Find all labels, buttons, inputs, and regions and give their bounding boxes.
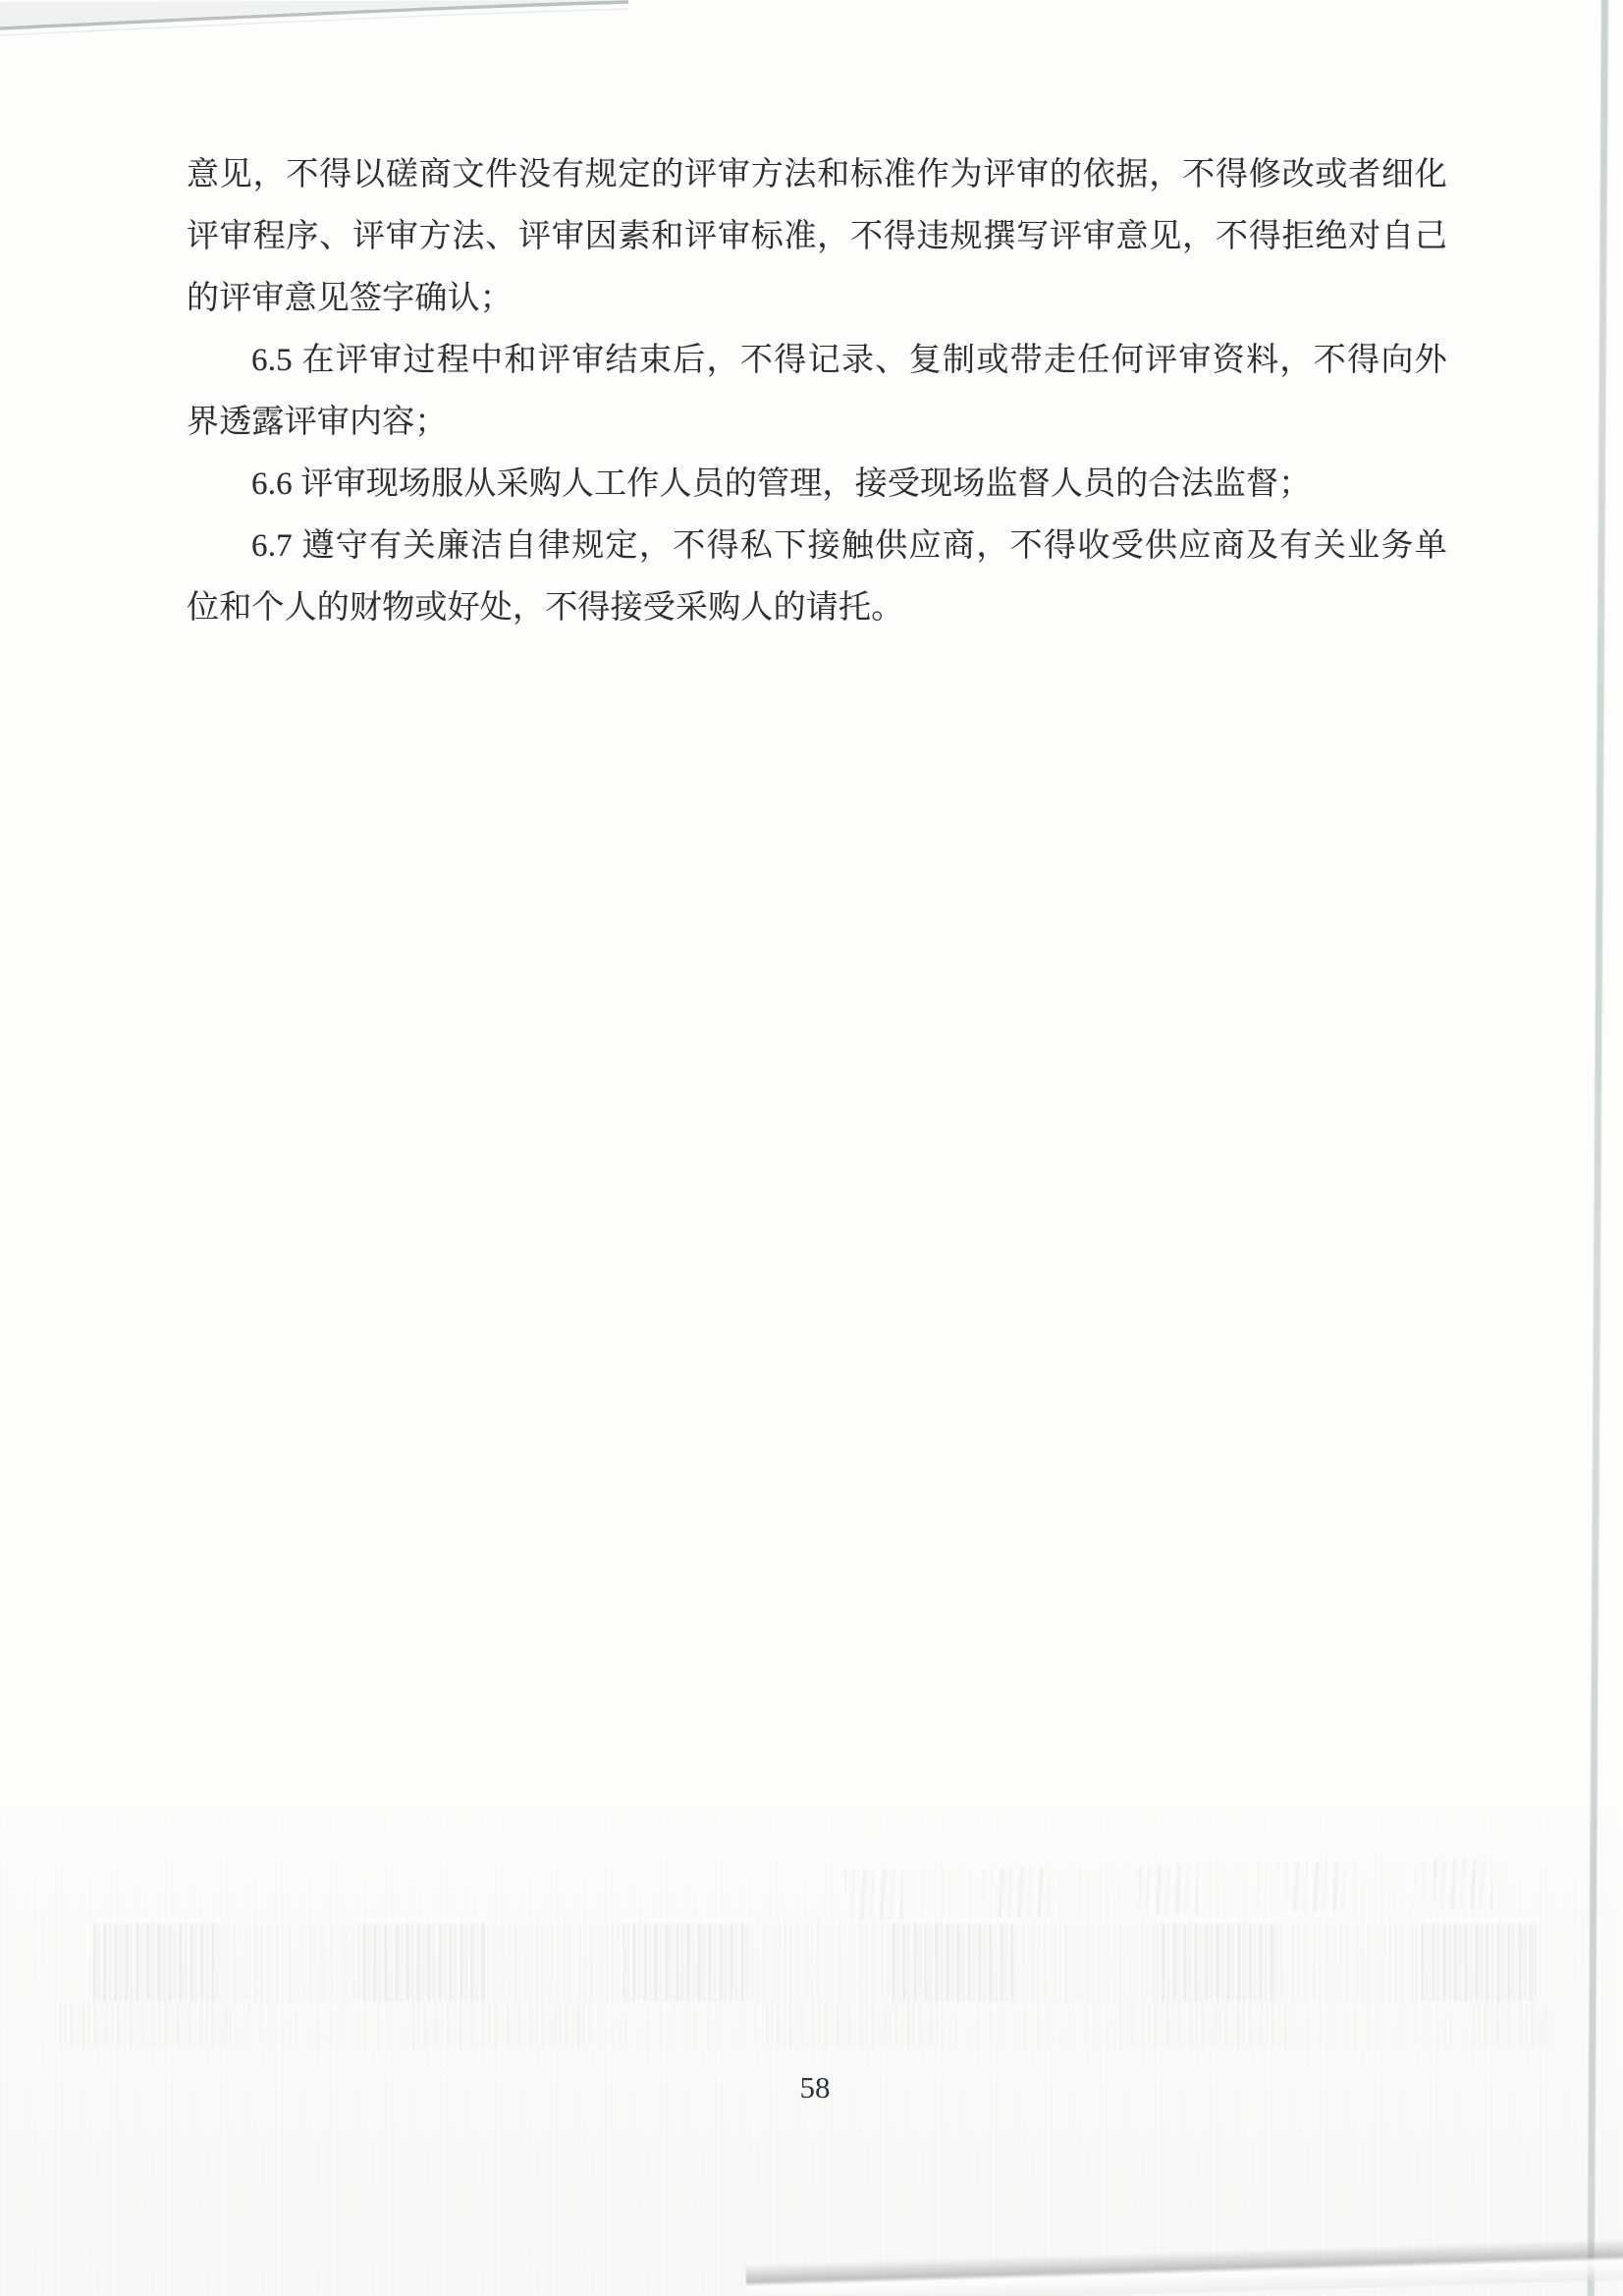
text-line: 位和个人的财物或好处，不得接受采购人的请托。 xyxy=(187,590,904,626)
text-block xyxy=(187,144,1447,639)
page-number: 58 xyxy=(799,2070,831,2105)
text-line: 6.7 遵守有关廉洁自律规定，不得私下接触供应商，不得收受供应商及有关业务单 xyxy=(251,528,1447,564)
text-line: 意见，不得以磋商文件没有规定的评审方法和标准作为评审的依据，不得修改或者细化 xyxy=(187,157,1447,192)
text-line: 的评审意见签字确认； xyxy=(187,281,513,316)
bleedthrough-band-artifact xyxy=(59,2001,1551,2049)
text-line: 6.6 评审现场服从采购人工作人员的管理，接受现场监督人员的合法监督； xyxy=(251,466,1312,502)
bleedthrough-band-artifact xyxy=(93,1923,1537,2001)
scan-edge-artifact-top xyxy=(0,0,628,43)
text-line: 6.5 在评审过程中和评审结束后，不得记录、复制或带走任何评审资料，不得向外 xyxy=(251,343,1447,378)
text-line: 界透露评审内容； xyxy=(187,405,448,440)
text-line: 评审程序、评审方法、评审因素和评审标准，不得违规撰写评审意见，不得拒绝对自己 xyxy=(187,219,1447,254)
